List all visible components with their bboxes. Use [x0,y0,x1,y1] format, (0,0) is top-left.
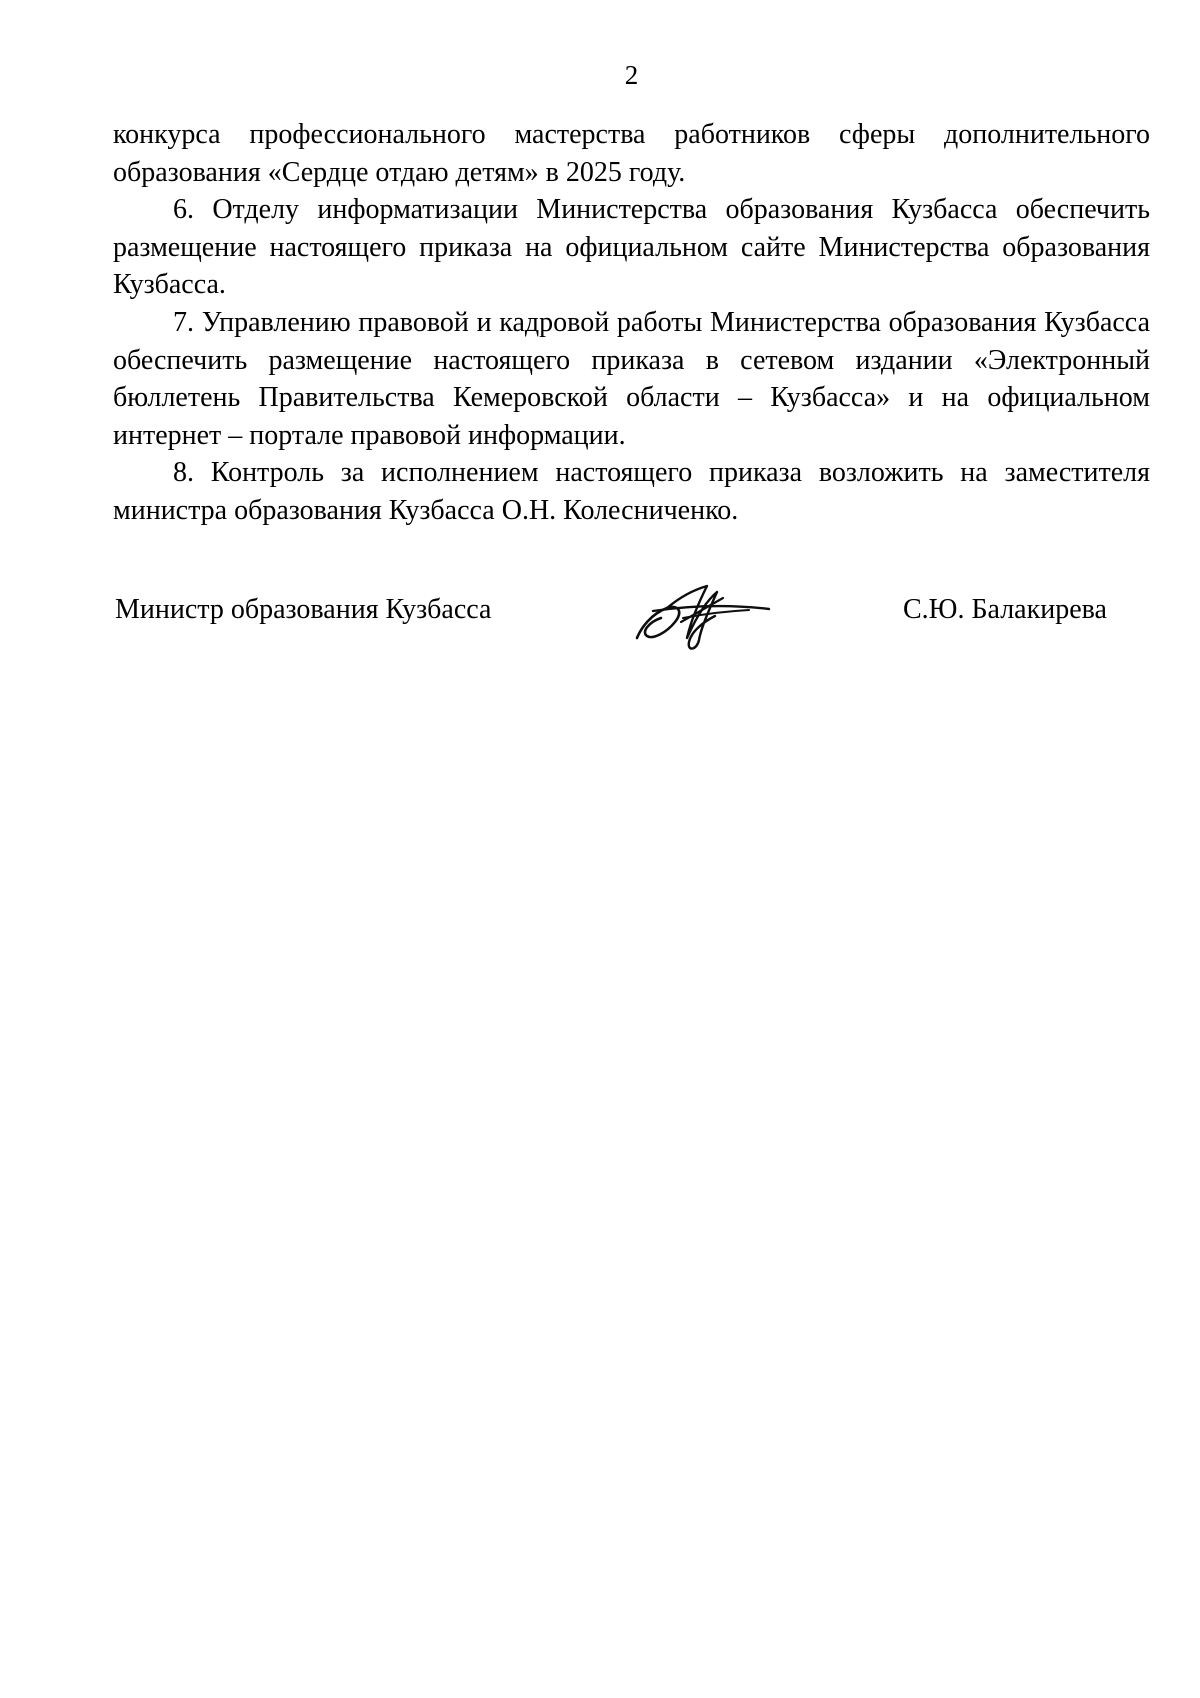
signatory-name: С.Ю. Балакирева [903,594,1107,625]
paragraph-item-6: 6. Отделу информатизации Министерства образования Кузбасса обеспечить размещение настоящего приказа на официальном сайте Министерства образования Кузбасса. [113,194,1150,301]
signature-icon [627,576,775,654]
paragraph-item-7: 7. Управлению правовой и кадровой работы Министерства образования Кузбасса обеспечить размещение настоящего приказа в сетевом издании «Электронный бюллетень Правительства Кемеровской области – Кузбасса» и на официальном интернет – портале правовой информации. [113,306,1150,451]
document-body [113,116,1150,530]
paragraph-continuation: конкурса профессионального мастерства работников сферы дополнительного образования «Сердце отдаю детям» в 2025 году. [113,119,1150,188]
page-number: 2 [624,60,639,90]
paragraph-item-8: 8. Контроль за исполнением настоящего приказа возложить на заместителя министра образования Кузбасса О.Н. Колесниченко. [113,457,1150,526]
signatory-position-label: Министр образования Кузбасса [115,594,492,625]
